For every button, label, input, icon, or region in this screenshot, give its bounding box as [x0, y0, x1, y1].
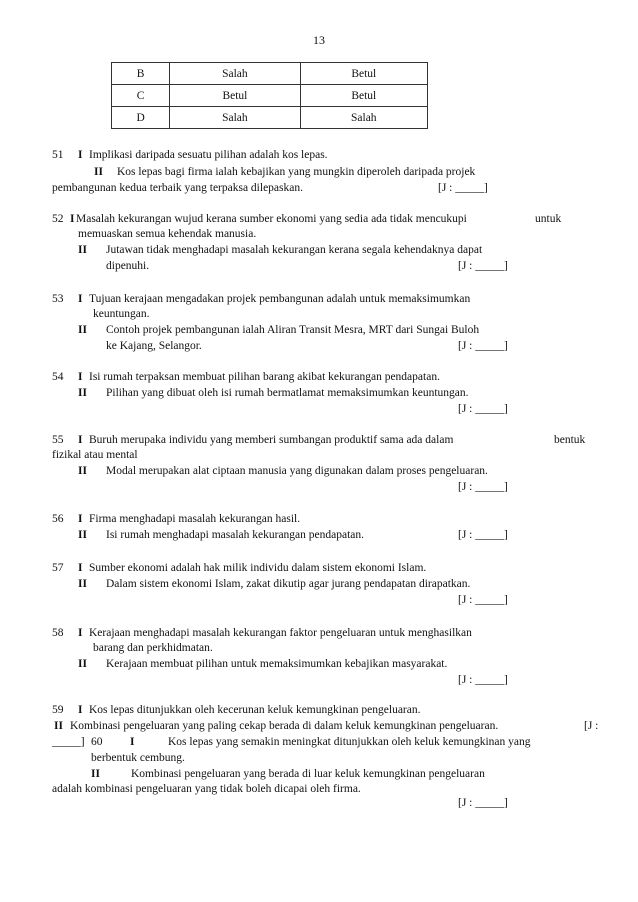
question-number: 59 — [52, 704, 64, 716]
table-cell: Betul — [300, 63, 427, 85]
statement-text: Modal merupakan alat ciptaan manusia yang digunakan dalam proses pengeluaran. — [106, 465, 488, 477]
question-number: 55 — [52, 434, 64, 446]
statement-text: Kos lepas ditunjukkan oleh kecerunan keluk kemungkinan pengeluaran. — [89, 704, 421, 716]
statement-marker-ii: II — [91, 768, 100, 780]
statement-text: Implikasi daripada sesuatu pilihan adalah kos lepas. — [89, 149, 328, 161]
statement-marker-i: I — [78, 293, 83, 305]
statement-text: Jutawan tidak menghadapi masalah kekurangan kerana segala kehendaknya dapat — [106, 244, 483, 256]
answer-blank[interactable]: [J : _____] — [458, 481, 508, 493]
table-cell: B — [112, 63, 170, 85]
statement-marker-ii: II — [54, 720, 63, 732]
statement-text: fizikal atau mental — [52, 449, 138, 461]
statement-marker-i: I — [78, 513, 83, 525]
question-number: 56 — [52, 513, 64, 525]
statement-marker-i: I — [78, 704, 83, 716]
statement-text: Kerajaan menghadapi masalah kekurangan faktor pengeluaran untuk menghasilkan — [89, 627, 472, 639]
statement-text: untuk — [535, 213, 562, 225]
statement-text: Dalam sistem ekonomi Islam, zakat dikutip agar jurang pendapatan dirapatkan. — [106, 578, 471, 590]
table-cell: C — [112, 85, 170, 107]
statement-marker-ii: II — [78, 465, 87, 477]
statement-text: Contoh projek pembangunan ialah Aliran Transit Mesra, MRT dari Sungai Buloh — [106, 324, 480, 336]
statement-text: Buruh merupaka individu yang memberi sumbangan produktif sama ada dalam — [89, 434, 454, 446]
statement-marker-ii: II — [78, 387, 87, 399]
question-number: 57 — [52, 562, 64, 574]
answer-option-table — [111, 62, 428, 129]
statement-marker-ii: II — [78, 658, 87, 670]
statement-text: Sumber ekonomi adalah hak milik individu dalam sistem ekonomi Islam. — [89, 562, 427, 574]
question-number: 53 — [52, 293, 64, 305]
statement-text: adalah kombinasi pengeluaran yang tidak boleh dicapai oleh firma. — [52, 783, 361, 795]
answer-blank[interactable]: [J : _____] — [458, 529, 508, 541]
question-number: 52 — [52, 213, 64, 225]
table-cell: Betul — [170, 85, 300, 107]
statement-text: ke Kajang, Selangor. — [106, 340, 202, 352]
answer-blank[interactable]: [J : _____] — [438, 182, 488, 194]
statement-marker-i: I — [78, 562, 83, 574]
question-number: 58 — [52, 627, 64, 639]
statement-text: Tujuan kerajaan mengadakan projek pembangunan adalah untuk memaksimumkan — [89, 293, 471, 305]
statement-text: Isi rumah terpaksan membuat pilihan barang akibat kekurangan pendapatan. — [89, 371, 440, 383]
answer-blank[interactable]: [J : _____] — [458, 594, 508, 606]
statement-marker-i: I — [78, 149, 83, 161]
statement-marker-i: I — [78, 434, 83, 446]
table-row — [112, 107, 428, 129]
statement-marker-i: I — [78, 627, 83, 639]
table-cell: Salah — [170, 63, 300, 85]
answer-blank[interactable]: [J : _____] — [458, 340, 508, 352]
statement-text: berbentuk cembung. — [91, 752, 185, 764]
statement-text: barang dan perkhidmatan. — [93, 642, 213, 654]
answer-blank[interactable]: [J : — [584, 720, 599, 732]
page-number: 13 — [313, 33, 325, 47]
answer-blank[interactable]: [J : _____] — [458, 674, 508, 686]
statement-marker-i: I — [78, 371, 83, 383]
statement-marker-i: I — [130, 736, 135, 748]
statement-text: bentuk — [554, 434, 586, 446]
statement-text: Pilihan yang dibuat oleh isi rumah bermatlamat memaksimumkan keuntungan. — [106, 387, 469, 399]
statement-marker-ii: II — [94, 166, 103, 178]
statement-text: Firma menghadapi masalah kekurangan hasil. — [89, 513, 301, 525]
answer-blank[interactable]: [J : _____] — [458, 797, 508, 809]
answer-blank[interactable]: [J : _____] — [458, 403, 508, 415]
statement-text: Isi rumah menghadapi masalah kekurangan pendapatan. — [106, 529, 365, 541]
statement-text: pembangunan kedua terbaik yang terpaksa dilepaskan. — [52, 182, 303, 194]
table-row — [112, 85, 428, 107]
statement-marker-ii: II — [78, 529, 87, 541]
statement-text: keuntungan. — [93, 308, 150, 320]
question-number: 54 — [52, 371, 64, 383]
statement-marker-i: I — [70, 213, 75, 225]
table-cell: Salah — [170, 107, 300, 129]
statement-text: memuaskan semua kehendak manusia. — [78, 228, 257, 240]
table-cell: Betul — [300, 85, 427, 107]
answer-blank[interactable]: _____] — [52, 736, 85, 748]
statement-text: Kombinasi pengeluaran yang paling cekap berada di dalam keluk kemungkinan pengeluaran. — [70, 720, 499, 732]
answer-blank[interactable]: [J : _____] — [458, 260, 508, 272]
statement-marker-ii: II — [78, 578, 87, 590]
question-number: 51 — [52, 149, 64, 161]
statement-text: Masalah kekurangan wujud kerana sumber ekonomi yang sedia ada tidak mencukupi — [76, 213, 467, 225]
statement-marker-ii: II — [78, 244, 87, 256]
statement-text: dipenuhi. — [106, 260, 150, 272]
statement-text: Kombinasi pengeluaran yang berada di luar keluk kemungkinan pengeluaran — [131, 768, 485, 780]
table-cell: Salah — [300, 107, 427, 129]
table-cell: D — [112, 107, 170, 129]
statement-text: Kos lepas bagi firma ialah kebajikan yang mungkin diperoleh daripada projek — [117, 166, 476, 178]
table-row — [112, 63, 428, 85]
statement-marker-ii: II — [78, 324, 87, 336]
question-number: 60 — [91, 736, 103, 748]
statement-text: Kerajaan membuat pilihan untuk memaksimumkan kebajikan masyarakat. — [106, 658, 448, 670]
statement-text: Kos lepas yang semakin meningkat ditunjukkan oleh keluk kemungkinan yang — [168, 736, 531, 748]
